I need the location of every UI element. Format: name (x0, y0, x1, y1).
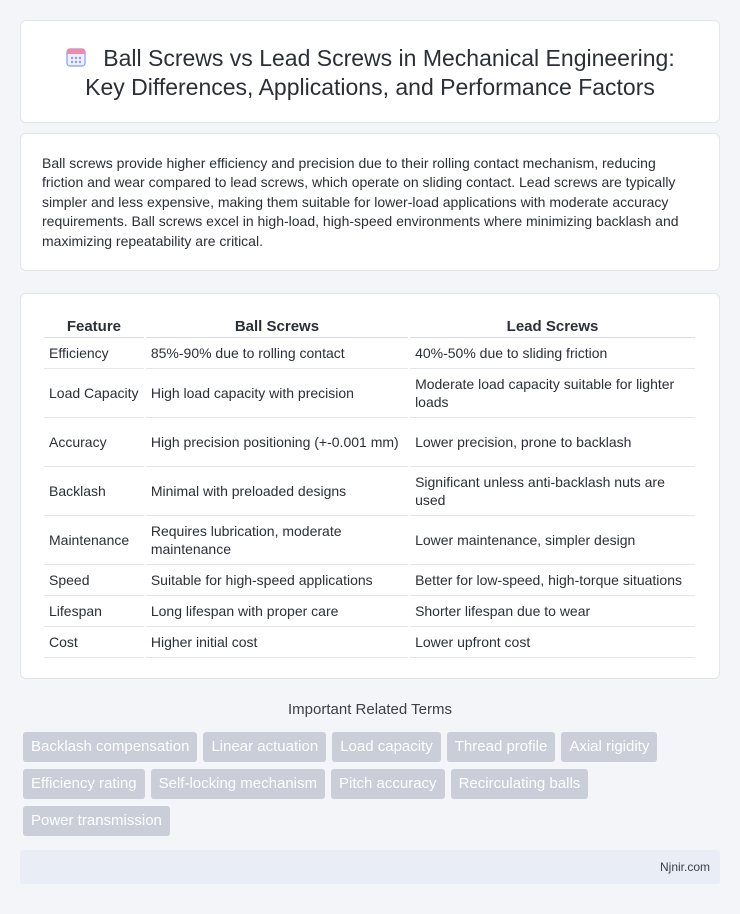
table-row (44, 627, 695, 658)
ball-screw-cell: High load capacity with precision (146, 369, 408, 418)
ball-screw-cell: 85%-90% due to rolling contact (146, 338, 408, 369)
lead-screw-cell: Lower precision, prone to backlash (410, 418, 695, 467)
table-row (44, 596, 695, 627)
table-row (44, 467, 695, 516)
feature-cell: Cost (44, 627, 144, 658)
footer (20, 850, 720, 884)
term-tag[interactable]: Axial rigidity (561, 732, 657, 762)
lead-screw-cell: Significant unless anti-backlash nuts are used (410, 467, 695, 516)
table-row (44, 516, 695, 565)
lead-screw-cell: Better for low-speed, high-torque situations (410, 565, 695, 596)
term-tag[interactable]: Linear actuation (203, 732, 326, 762)
ball-screw-cell: Higher initial cost (146, 627, 408, 658)
feature-cell: Lifespan (44, 596, 144, 627)
feature-cell: Accuracy (44, 418, 144, 467)
feature-cell: Load Capacity (44, 369, 144, 418)
feature-cell: Speed (44, 565, 144, 596)
page-title (21, 44, 719, 102)
ball-screw-cell: High precision positioning (+-0.001 mm) (146, 418, 408, 467)
table-row (44, 369, 695, 418)
term-tag[interactable]: Power transmission (23, 806, 170, 836)
ball-screw-cell: Suitable for high-speed applications (146, 565, 408, 596)
lead-screw-cell: Shorter lifespan due to wear (410, 596, 695, 627)
term-tag[interactable]: Efficiency rating (23, 769, 145, 799)
feature-cell: Maintenance (44, 516, 144, 565)
table-row (44, 565, 695, 596)
table-header-row (44, 314, 695, 338)
ball-screw-cell: Minimal with preloaded designs (146, 467, 408, 516)
title-line-1: Ball Screws vs Lead Screws in Mechanical Engineering: (103, 45, 675, 71)
ball-screw-cell: Long lifespan with proper care (146, 596, 408, 627)
calendar-icon (65, 46, 87, 68)
table-row (44, 338, 695, 369)
header-ball-screws: Ball Screws (146, 314, 408, 338)
lead-screw-cell: Lower upfront cost (410, 627, 695, 658)
related-terms-heading: Important Related Terms (288, 701, 452, 718)
feature-cell: Efficiency (44, 338, 144, 369)
lead-screw-cell: Moderate load capacity suitable for lighter loads (410, 369, 695, 418)
term-tag[interactable]: Backlash compensation (23, 732, 197, 762)
term-tag[interactable]: Pitch accuracy (331, 769, 445, 799)
title-line-2: Key Differences, Applications, and Performance Factors (85, 74, 655, 100)
term-tag[interactable]: Thread profile (447, 732, 556, 762)
feature-cell: Backlash (44, 467, 144, 516)
lead-screw-cell: Lower maintenance, simpler design (410, 516, 695, 565)
table-row (44, 418, 695, 467)
intro-paragraph: Ball screws provide higher efficiency and precision due to their rolling contact mechanism, reducing friction and wear compared to lead screws, which operate on sliding contact. Lead screws are typically simpler and less expensive, making them suitable for lower-load applications with moderate accuracy requirements. Ball screws excel in high-load, high-speed environments where minimizing backlash and maximizing repeatability are critical. (42, 155, 679, 249)
term-tag[interactable]: Load capacity (332, 732, 441, 762)
intro-card (20, 133, 720, 271)
ball-screw-cell: Requires lubrication, moderate maintenance (146, 516, 408, 565)
title-card (20, 20, 720, 123)
term-tag[interactable]: Recirculating balls (451, 769, 589, 799)
lead-screw-cell: 40%-50% due to sliding friction (410, 338, 695, 369)
related-terms-list (23, 732, 713, 836)
comparison-table (42, 314, 697, 658)
term-tag[interactable]: Self-locking mechanism (151, 769, 325, 799)
header-lead-screws: Lead Screws (410, 314, 695, 338)
footer-site-link[interactable]: Njnir.com (659, 860, 710, 874)
header-feature: Feature (44, 314, 144, 338)
comparison-card (20, 293, 720, 679)
